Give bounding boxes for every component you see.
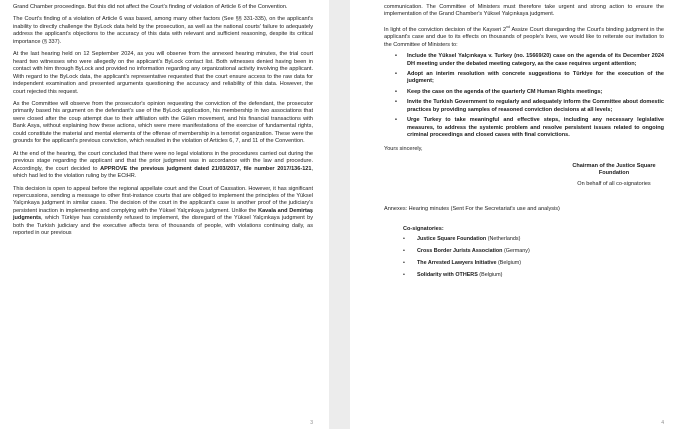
list-item: • Adopt an interim resolution with concrete suggestions to Türkiye for the execution of the judgment; [395,71,664,85]
paragraph: At the end of the hearing, the court concluded that there were no legal violations in the procedures carried out during the previous stage regarding the applicant and that the prior judgment was in accordance with the law and procedure. Accordingly, the court decided to APPROVE the previous judgment dated 21/03/2017, file number 2017/136-121, which had led to the violation ruling by the ECtHR. [13,150,313,180]
list-item: • Include the Yüksel Yalçınkaya v. Turkey (no. 15669/20) case on the agenda of its December 2024 DH meeting under the debated meeting category, as the case requires urgent attention; [395,53,664,67]
signature-subtitle: On behalf of all co-signatories [577,181,651,188]
paragraph: communication. The Committee of Ministers must therefore take urgent and strong action to ensure the implementation of the Grand Chamber's Yüksel Yalçınkaya judgment. [384,4,664,18]
list-item: • Keep the case on the agenda of the quarterly CM Human Rights meetings; [395,88,603,95]
list-item: • Urge Turkey to take meaningful and effective steps, including any necessary legislative measures, to address the systemic problem and resolve persistent issues related to ongoing criminal proceedings and closed cases with final convictions. [395,117,664,139]
closing: Yours sincerely, [384,145,423,152]
list-item: • Solidarity with OTHERS (Belgium) [403,271,503,278]
paragraph: The Court's finding of a violation of Article 6 was based, among many other factors (See §§ 331-335), on the applicant's inability to directly challenge the ByLock data held by the prosecution, as well as the national courts' failure to adequately address the applicant's objections to the accuracy of this data with relevant and sufficient reasoning, despite its critical importance (§ 337). [13,16,313,45]
document-page-right [350,0,680,429]
list-item: • The Arrested Lawyers Initiative (Belgium) [403,259,522,266]
document-page-left [0,0,329,429]
page-number: 4 [661,420,664,426]
paragraph: Grand Chamber proceedings. But this did not affect the Court's finding of violation of Article 6 of the Convention. [13,4,288,10]
signature-title: Chairman of the Justice Square Foundation [572,163,656,177]
cosignatories-heading: Co-signatories: [403,225,444,232]
signature-block [544,163,680,188]
cosignatories-list [384,236,664,279]
list-item: • Invite the Turkish Government to regularly and adequately inform the Committee about domestic practices by providing samples of reasoned conviction decisions at all levels; [395,99,664,113]
paragraph: In light of the conviction decision of the Kayseri 2nd Assize Court disregarding the Court's binding judgment in the applicant's case and due to its effects on thousands of people's lives, we would like to reiterate our invitation to the Committee of Ministers to: [384,24,664,48]
paragraph: As the Committee will observe from the prosecutor's opinion requesting the conviction of the defendant, the prosecutor primarily based his argument on the defendant's use of the ByLock application, his membership in two associations that were closed after the coup attempt due to their affiliation with the Gülen movement, and his financial transactions with Bank Asya, without explaining how these actions, which were mere manifestations of the exercise of fundamental rights, could constitute the material and mental elements of the offense of membership in a terrorist organization. These were the grounds for the applicant's previous conviction, which resulted in the violation of Articles 6, 7, and 11 of the Convention. [13,100,313,145]
list-item: • Cross Border Jurists Association (Germany) [403,247,530,254]
annexes-note: Annexes: Hearing minutes (Sent For the Secretariat's use and analysis) [384,206,560,213]
list-item: • Justice Square Foundation (Netherlands) [403,235,521,242]
paragraph: This decision is open to appeal before the regional appellate court and the Court of Cassation. However, it has significant repercussions, sending a message to other first-instance courts that are obliged to implement the principles of the Yüksel Yalçınkaya judgment in similar cases. The decision of the court in the applicant's case is another proof of the judiciary's persistent inaction in implementing and complying with the Yüksel Yalçınkaya judgment. Unlike the Kavala and Demirtaş judgments, which Türkiye has consistently refused to implement, the disregard of the Yüksel Yalçınkaya judgment by both the Turkish judiciary and the executive affects tens of thousands of people, with violations continuing daily, as reported in our previous [13,185,313,237]
page-number: 3 [310,420,313,426]
request-list [384,53,664,140]
paragraph: At the last hearing held on 12 September 2024, as you will observe from the annexed hearing minutes, the trial court heard two witnesses who were allegedly on the applicant's ByLock contact list. Both witnesses denied having been in contact with him through ByLock and provided no information regarding any organizational activity involving the applicant. With regard to the ByLock data, the applicant's representative requested that the court ensure access to the raw data for independent examination and presented arguments questioning the accuracy and reliability of this data. However, the court rejected this request. [13,51,313,95]
